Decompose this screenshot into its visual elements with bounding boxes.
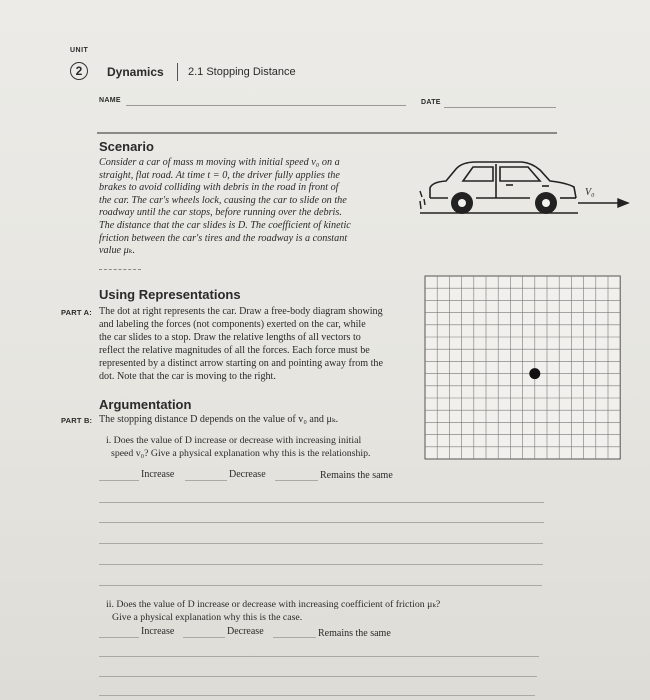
scenario-line: the car. The car's wheels lock, causing the car to slide on the <box>99 194 347 206</box>
car-diagram <box>410 155 635 230</box>
remains-blank-1[interactable] <box>275 480 318 481</box>
part-b-intro: The stopping distance D depends on the value of v₀ and μₖ. <box>99 414 339 425</box>
decrease-blank-2[interactable] <box>183 637 225 638</box>
scenario-line: value μₖ. <box>99 245 135 257</box>
scenario-end-dash <box>99 269 141 270</box>
date-label: DATE <box>421 99 441 106</box>
part-a-line: dot. Note that the car is moving to the right. <box>99 371 276 383</box>
scenario-line: brakes to avoid colliding with debris in the road in front of <box>99 182 339 194</box>
lesson-title: 2.1 Stopping Distance <box>188 66 296 78</box>
date-field[interactable] <box>444 107 556 108</box>
question-2-line: Give a physical explanation why this is the case. <box>112 612 303 624</box>
unit-number-badge <box>70 62 88 80</box>
part-a-line: represented by a distinct arrow starting on and pointing away from the <box>99 358 383 370</box>
scenario-line: The distance that the car slides is D. The coefficient of kinetic <box>99 219 351 231</box>
answer-line[interactable] <box>99 676 537 677</box>
increase-blank-2[interactable] <box>99 637 139 638</box>
answer-line[interactable] <box>99 522 544 523</box>
scenario-line: Consider a car of mass m moving with initial speed v₀ on a <box>99 157 340 168</box>
part-a-line: and labeling the forces (not components) exerted on the car, while <box>99 319 366 331</box>
unit-label: UNIT <box>70 47 89 54</box>
scenario-line: straight, flat road. At time t = 0, the driver fully applies the <box>99 169 340 181</box>
question-2-line: ii. Does the value of D increase or decrease with increasing coefficient of friction μₖ? <box>106 599 441 610</box>
question-2 <box>106 598 526 624</box>
choice-decrease-2[interactable]: Decrease <box>227 626 264 637</box>
part-a-text <box>99 305 417 384</box>
choice-decrease-1[interactable]: Decrease <box>229 469 266 480</box>
answer-line[interactable] <box>99 543 543 544</box>
section-rule <box>97 132 557 134</box>
part-b-label: PART B: <box>61 416 93 425</box>
increase-blank-1[interactable] <box>99 480 139 481</box>
argumentation-heading: Argumentation <box>99 397 192 412</box>
part-a-line: The dot at right represents the car. Draw a free-body diagram showing <box>99 306 383 317</box>
question-1-line: speed v₀? Give a physical explanation why this is the relationship. <box>111 448 371 460</box>
scenario-text <box>99 157 384 258</box>
unit-number: 2 <box>75 64 83 78</box>
header-divider <box>177 63 178 81</box>
answer-line[interactable] <box>99 695 535 696</box>
choice-remains-same-2[interactable]: Remains the same <box>318 628 391 639</box>
question-1 <box>106 434 416 460</box>
unit-title: Dynamics <box>107 65 164 79</box>
choice-increase-2[interactable]: Increase <box>141 626 175 637</box>
answer-line[interactable] <box>99 564 543 565</box>
velocity-arrow-icon <box>578 199 628 207</box>
name-label: NAME <box>99 97 121 104</box>
velocity-label: V₀ <box>585 187 595 198</box>
scenario-heading: Scenario <box>99 139 154 154</box>
answer-line[interactable] <box>99 585 542 586</box>
choice-remains-same-1[interactable]: Remains the same <box>320 470 393 481</box>
answer-line[interactable] <box>99 656 539 657</box>
part-a-label: PART A: <box>61 308 92 317</box>
car-icon <box>430 162 576 198</box>
fbd-grid[interactable] <box>424 275 624 462</box>
remains-blank-2[interactable] <box>273 637 316 638</box>
question-1-line: i. Does the value of D increase or decrease with increasing initial <box>106 435 362 446</box>
name-field[interactable] <box>126 105 406 106</box>
scenario-line: friction between the car's tires and the roadway is a constant <box>99 232 348 244</box>
scenario-line: roadway until the car stops, before running over the debris. <box>99 207 342 219</box>
part-a-line: the car slides to a stop. Draw the relative lengths of all vectors to <box>99 332 361 344</box>
part-a-line: reflect the relative magnitudes of all the forces. Each force must be <box>99 345 370 357</box>
choice-increase-1[interactable]: Increase <box>141 469 175 480</box>
answer-line[interactable] <box>99 502 544 503</box>
decrease-blank-1[interactable] <box>185 480 227 481</box>
representations-heading: Using Representations <box>99 287 241 302</box>
car-dot <box>529 368 540 379</box>
motion-lines-icon <box>420 191 425 209</box>
